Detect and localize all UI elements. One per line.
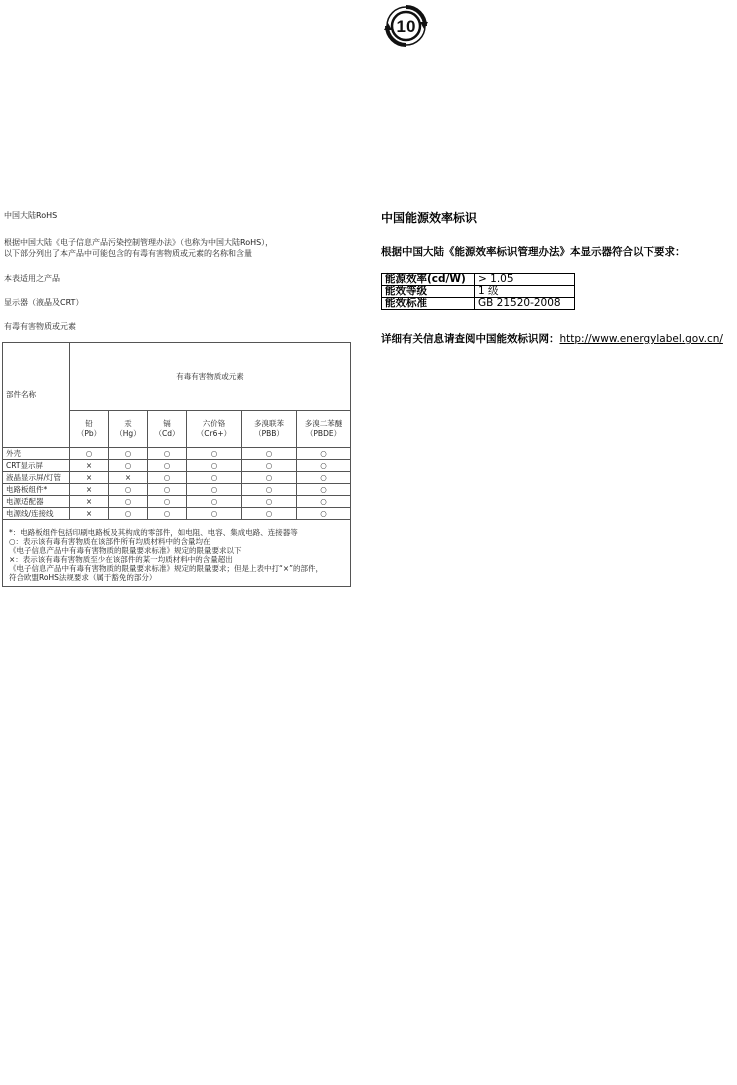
logo-number: 10 <box>396 17 416 36</box>
substance-mark-cell: ○ <box>297 448 351 460</box>
substance-mark-cell: ○ <box>109 484 148 496</box>
substance-mark-cell: × <box>70 460 109 472</box>
energy-value-cell: GB 21520-2008 <box>475 298 575 310</box>
substance-mark-cell: ○ <box>187 508 242 520</box>
substance-mark-cell: × <box>70 484 109 496</box>
substance-mark-cell: ○ <box>297 460 351 472</box>
substance-mark-cell: ○ <box>242 496 297 508</box>
part-name-header: 部件名称 <box>3 343 70 448</box>
energy-label-cell: 能效标准 <box>382 298 475 310</box>
rohs-subtitle: 有毒有害物质或元素 <box>4 322 76 331</box>
table-row <box>382 274 575 286</box>
table-row <box>3 460 351 472</box>
substance-mark-cell: ○ <box>148 484 187 496</box>
substance-mark-cell: ○ <box>109 508 148 520</box>
part-name-cell: 液晶显示屏/灯管 <box>3 472 70 484</box>
energy-label-intro: 根据中国大陆《能源效率标识管理办法》本显示器符合以下要求： <box>381 246 686 258</box>
substance-name: 汞 <box>124 419 132 428</box>
substance-symbol: （Hg） <box>115 429 141 438</box>
rohs-intro <box>4 237 273 259</box>
substance-mark-cell: ○ <box>187 496 242 508</box>
rohs-title: 中国大陆RoHS <box>4 211 58 220</box>
substance-mark-cell: ○ <box>148 508 187 520</box>
substance-mark-cell: ○ <box>148 496 187 508</box>
table-row <box>3 448 351 460</box>
substance-mark-cell: ○ <box>187 460 242 472</box>
substance-column-header <box>70 411 109 448</box>
substance-mark-cell: ○ <box>297 496 351 508</box>
energy-label-link[interactable]: http://www.energylabel.gov.cn/ <box>559 333 723 345</box>
substance-name: 六价铬 <box>202 419 226 428</box>
substance-mark-cell: ○ <box>297 484 351 496</box>
substance-mark-cell: × <box>70 472 109 484</box>
substance-mark-cell: ○ <box>187 448 242 460</box>
rohs-note-line: 符合欧盟RoHS法规要求（属于豁免的部分） <box>9 573 157 582</box>
part-name-cell: CRT显示屏 <box>3 460 70 472</box>
substance-symbol: （PBDE） <box>305 429 342 438</box>
substance-mark-cell: ○ <box>148 460 187 472</box>
substance-mark-cell: × <box>109 472 148 484</box>
substance-mark-cell: × <box>70 508 109 520</box>
part-name-cell: 电路板组件* <box>3 484 70 496</box>
substance-symbol: （PBB） <box>254 429 284 438</box>
substance-mark-cell: ○ <box>242 460 297 472</box>
rohs-table-body <box>3 448 351 520</box>
substance-name: 铅 <box>85 419 93 428</box>
substance-mark-cell: ○ <box>242 448 297 460</box>
substance-mark-cell: ○ <box>109 448 148 460</box>
substance-name: 镉 <box>163 419 171 428</box>
substance-column-header <box>242 411 297 448</box>
substance-symbol: （Cd） <box>154 429 180 438</box>
substance-column-header <box>109 411 148 448</box>
rohs-note-line: 《电子信息产品中有毒有害物质的限量要求标准》规定的限量要求以下 <box>9 546 242 555</box>
substance-name: 多溴二苯醚 <box>304 419 343 428</box>
table-row <box>3 472 351 484</box>
substance-mark-cell: ○ <box>242 484 297 496</box>
rohs-notes <box>3 520 351 587</box>
substance-header: 有毒有害物质或元素 <box>70 343 351 411</box>
substance-mark-cell: ○ <box>242 508 297 520</box>
substance-mark-cell: ○ <box>148 472 187 484</box>
substance-mark-cell: ○ <box>187 472 242 484</box>
rohs-intro-line: 以下部分列出了本产品中可能包含的有毒有害物质或元素的名称和含量 <box>4 249 252 258</box>
energy-efficiency-table <box>381 273 575 310</box>
energy-label-title: 中国能源效率标识 <box>381 211 478 225</box>
substance-symbol: （Cr6+） <box>196 429 232 438</box>
substance-column-header <box>148 411 187 448</box>
substance-mark-cell: ○ <box>242 472 297 484</box>
energy-label-cell: 能源效率(cd/W) <box>382 274 475 286</box>
part-name-cell: 电源线/连接线 <box>3 508 70 520</box>
substance-mark-cell: ○ <box>109 496 148 508</box>
energy-more-prefix: 详细有关信息请查阅中国能效标识网： <box>381 333 560 345</box>
substance-mark-cell: ○ <box>187 484 242 496</box>
rohs-note-line: *：电路板组件包括印刷电路板及其构成的零部件，如电阻、电容、集成电路、连接器等 <box>9 528 298 537</box>
part-name-cell: 外壳 <box>3 448 70 460</box>
substance-column-header <box>297 411 351 448</box>
energy-more-info <box>381 331 723 346</box>
part-name-cell: 电源适配器 <box>3 496 70 508</box>
rohs-note-line: ×：表示该有毒有害物质至少在该部件的某一均质材料中的含量超出 <box>9 555 233 564</box>
substance-mark-cell: ○ <box>70 448 109 460</box>
substance-mark-cell: × <box>70 496 109 508</box>
substance-mark-cell: ○ <box>109 460 148 472</box>
rohs-note-line: 《电子信息产品中有毒有害物质的限量要求标准》规定的限量要求；但是上表中打“×”的部件， <box>9 564 324 573</box>
table-row <box>3 496 351 508</box>
rohs-note-line: ○：表示该有毒有害物质在该部件所有均质材料中的含量均在 <box>9 537 211 546</box>
environment-protection-use-period-logo <box>384 4 428 48</box>
substance-mark-cell: ○ <box>148 448 187 460</box>
substance-column-header <box>187 411 242 448</box>
substance-mark-cell: ○ <box>297 472 351 484</box>
energy-label-cell: 能效等级 <box>382 286 475 298</box>
energy-value-cell: 1 级 <box>475 286 575 298</box>
substance-name: 多溴联苯 <box>254 419 284 428</box>
rohs-intro-line: 根据中国大陆《电子信息产品污染控制管理办法》（也称为中国大陆RoHS）， <box>4 238 274 247</box>
hazardous-substances-table <box>2 342 351 587</box>
energy-value-cell: > 1.05 <box>475 274 575 286</box>
substance-mark-cell: ○ <box>297 508 351 520</box>
table-row <box>3 508 351 520</box>
rohs-product: 显示器（液晶及CRT） <box>4 298 84 307</box>
rohs-scope-label: 本表适用之产品 <box>4 274 60 283</box>
table-row <box>382 286 575 298</box>
table-row <box>3 484 351 496</box>
substance-symbol: （Pb） <box>76 429 102 438</box>
table-row <box>382 298 575 310</box>
